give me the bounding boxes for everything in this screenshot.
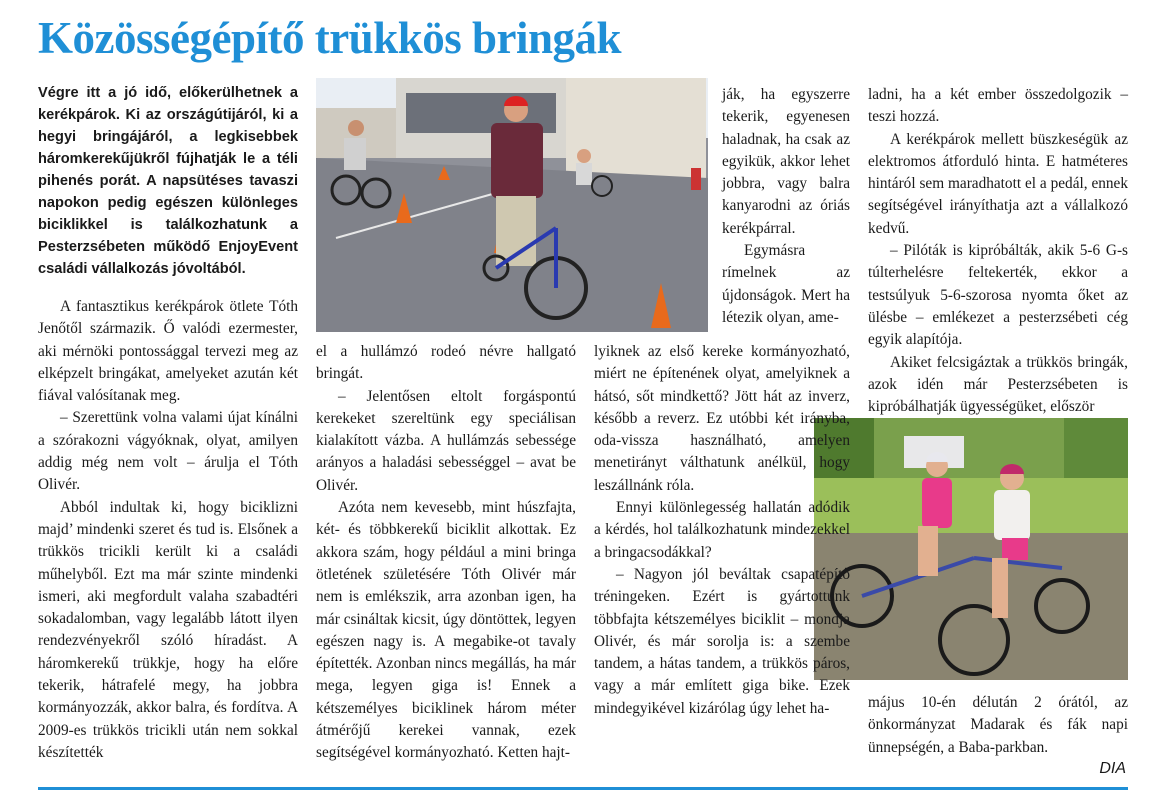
col2-paragraph: – Jelentősen eltolt forgáspontú kerekeket szereltünk egy speciálisan kialakított vázba. A hullámzás sebessége arányos a haladási sebességgel – avat be Olivér. bbox=[316, 387, 576, 494]
col1-paragraph: A fantasztikus kerékpárok ötlete Tóth Jenőtől származik. Ő valódi ezermester, aki mérnöki pontossággal tervezi meg az elképzelt bringákat, amelyeket azután két fiával valósítanak meg. bbox=[38, 298, 298, 405]
col1-paragraph: Abból indultak ki, hogy biciklizni majd’ mindenki szeret és tud is. Elsőnek a trükkös tricikli került ki a családi műhelyből. Ezt ma már szinte mindenki ismeri, aki megfordult valaha szabadtéri sokadalomban, vagy legalább látott ilyen rendezvényekről szóló híradást. A háromkerekű trükkje, hogy ha előre tekerik, hátrafelé megy, ha jobbra kormányozzák, akkor balra, és fordítva. A 2009-es trükkös tricikli után nem sokkal készítették bbox=[38, 498, 298, 761]
article-title: Közösségépítő trükkös bringák bbox=[38, 13, 622, 63]
col3-paragraph: lyiknek az első kereke kormányozható, miért ne építenének olyat, amelyiknek a hátsó, sőt mindkettő? Jött hát az inverz, később a reverz. Ez utóbbi két irányba, oda-vissza használható, amelyen menetirányt válthatunk anélkül, hogy leszállnánk róla. bbox=[594, 343, 850, 494]
column-4 bbox=[868, 84, 1128, 418]
author-signature: DIA bbox=[1099, 760, 1126, 777]
col4-paragraph: május 10-én délután 2 órától, az önkormányzat Madarak és fák napi ünnepségén, a Baba-parkban. bbox=[868, 694, 1128, 756]
article-lead: Végre itt a jó idő, előkerülhetnek a kerékpárok. Ki az országútijáról, ki a hegyi bringájáról, a legkisebbek háromkerekűjükről fújhatják le a téli pihenés porát. A napsütéses tavaszi napokon pedig egészen különleges biciklikkel is találkozhatunk a Pesterzsébeten működő EnjoyEvent családi vállalkozás jóvoltából. bbox=[38, 85, 298, 277]
col2-paragraph: Azóta nem kevesebb, mint húszfajta, két- és többkerekű biciklit alkottak. Ez akkora szám, hogy például a mini bringa ötletének születésére Tóth Olivér már nem is emlékszik, arra azonban igen, ha már csináltak kicsit, úgy döntöttek, legyen egészen nagy is. A megabike-ot tavaly építették. Azonban nincs megállás, ha már mega, legyen giga is! Ennek a kétszemélyes biciklinek három méter átmérőjű kerekei vannak, ezek segítségével kormányozható. Ketten hajt- bbox=[316, 499, 576, 762]
photo-girls-bike bbox=[814, 418, 1128, 680]
column-1 bbox=[38, 296, 298, 764]
bottom-rule bbox=[38, 787, 1128, 790]
col4-paragraph: Akiket felcsigáztak a trükkös bringák, azok idén már Pesterzsébeten is kipróbálhatják ügyességüket, először bbox=[868, 353, 1128, 416]
col3-paragraph: Ennyi különlegesség hallatán adódik a kérdés, hol találkozhatunk mindezekkel a bringacsodákkal? bbox=[594, 499, 850, 561]
column-3-top bbox=[722, 84, 850, 329]
column-2 bbox=[316, 341, 576, 765]
col4-paragraph: ladni, ha a két ember összedolgozik – teszi hozzá. bbox=[868, 86, 1128, 126]
col2-paragraph: el a hullámzó rodeó névre hallgató bringát. bbox=[316, 343, 576, 383]
column-3 bbox=[594, 341, 850, 720]
col3-paragraph: – Nagyon jól beváltak csapatépítő tréningeken. Ezért is gyártottunk többfajta kétszemélyes biciklit – mondja Olivér, és már sorolja is: a szembe tandem, a hátas tandem, a trükkös páros, vagy a már említett giga bike. Ezek mindegyikével kizárólag úgy lehet ha- bbox=[594, 565, 850, 717]
col4-paragraph: – Pilóták is kipróbálták, akik 5-6 G-s túlterhelésre feltekerték, ekkor a testsúlyuk 5-6-szorosa nyomta őket az ülésbe – emlékezet a pesterzsébeti cég egyik alapítója. bbox=[868, 242, 1128, 349]
col1-paragraph: – Szerettünk volna valami újat kínálni a szórakozni vágyóknak, olyat, amilyen addig még nem volt – árulja el Tóth Olivér. bbox=[38, 409, 298, 494]
col4-paragraph: A kerékpárok mellett büszkeségük az elektromos átforduló hinta. E hatméteres hintáról sem maradhatott el a pedál, ennek segítségével irányíthatja azt a vállalkozó kedvű. bbox=[868, 130, 1128, 237]
photo-bike-rider bbox=[316, 78, 708, 332]
col3-paragraph: Egymásra rímelnek az újdonságok. Mert ha létezik olyan, ame- bbox=[722, 242, 850, 326]
column-4-bottom bbox=[868, 692, 1128, 759]
col3-paragraph: ják, ha egyszerre tekerik, egyenesen haladnak, ha csak az egyikük, akkor lehet jobbra, vagy balra kanyarodni az óriás kerékpárral. bbox=[722, 86, 850, 237]
